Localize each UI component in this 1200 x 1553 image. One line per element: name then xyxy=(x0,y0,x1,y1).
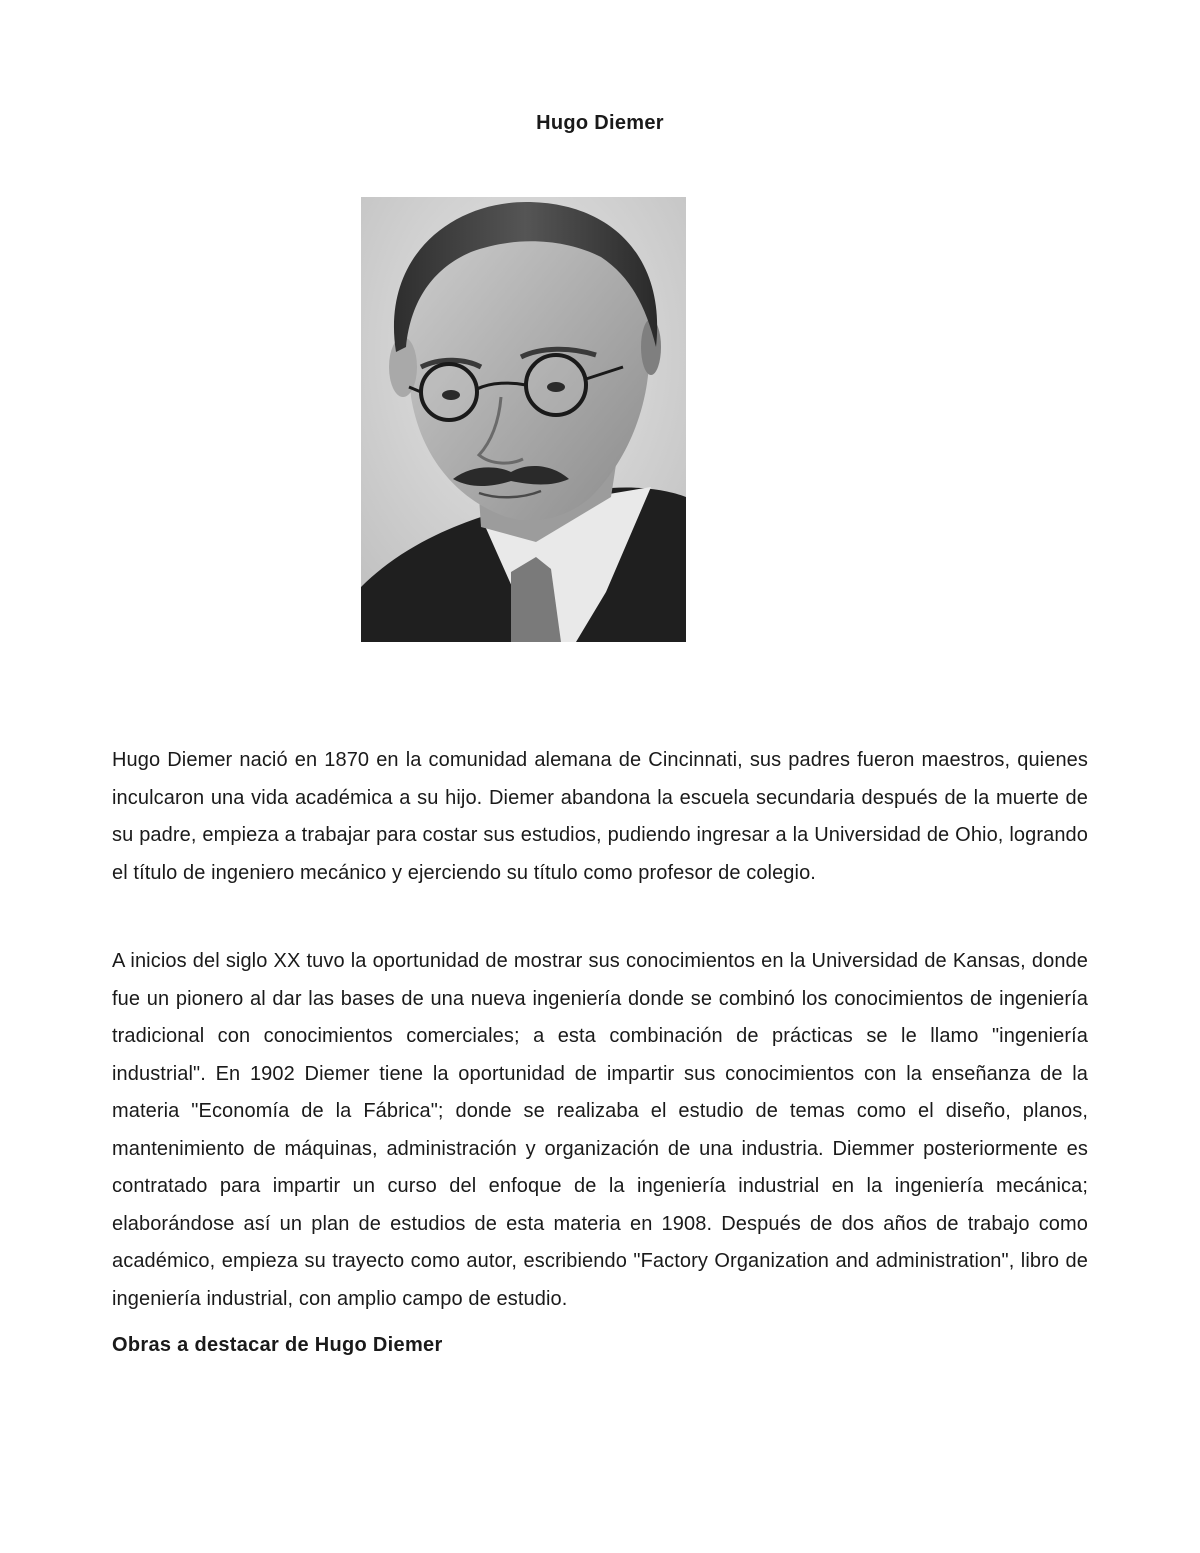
document-title: Hugo Diemer xyxy=(536,112,664,134)
portrait-photo xyxy=(361,197,686,642)
paragraph-biography: Hugo Diemer nació en 1870 en la comunidad alemana de Cincinnati, sus padres fueron maestros, quienes inculcaron una vida académica a su hijo. Diemer abandona la escuela secundaria después de la muerte de su padre, empieza a trabajar para costar sus estudios, pudiendo ingresar a la Universidad de Ohio, logrando el título de ingeniero mecánico y ejerciendo su título como profesor de colegio. xyxy=(112,749,1088,884)
section-heading-works: Obras a destacar de Hugo Diemer xyxy=(112,1334,443,1356)
paragraph-career: A inicios del siglo XX tuvo la oportunidad de mostrar sus conocimientos en la Universidad de Kansas, donde fue un pionero al dar las bases de una nueva ingeniería donde se combinó los conocimientos de ingeniería tradicional con conocimientos comerciales; a esta combinación de prácticas se le llamo "ingeniería industrial". En 1902 Diemer tiene la oportunidad de impartir sus conocimientos con la enseñanza de la materia "Economía de la Fábrica"; donde se realizaba el estudio de temas como el diseño, planos, mantenimiento de máquinas, administración y organización de una industria. Diemmer posteriormente es contratado para impartir un curso del enfoque de la ingeniería industrial en la ingeniería mecánica; elaborándose así un plan de estudios de esta materia en 1908. Después de dos años de trabajo como académico, empieza su trayecto como autor, escribiendo "Factory Organization and administration", libro de ingeniería industrial, con amplio campo de estudio. xyxy=(112,950,1088,1310)
portrait-photo-icon xyxy=(361,197,686,642)
